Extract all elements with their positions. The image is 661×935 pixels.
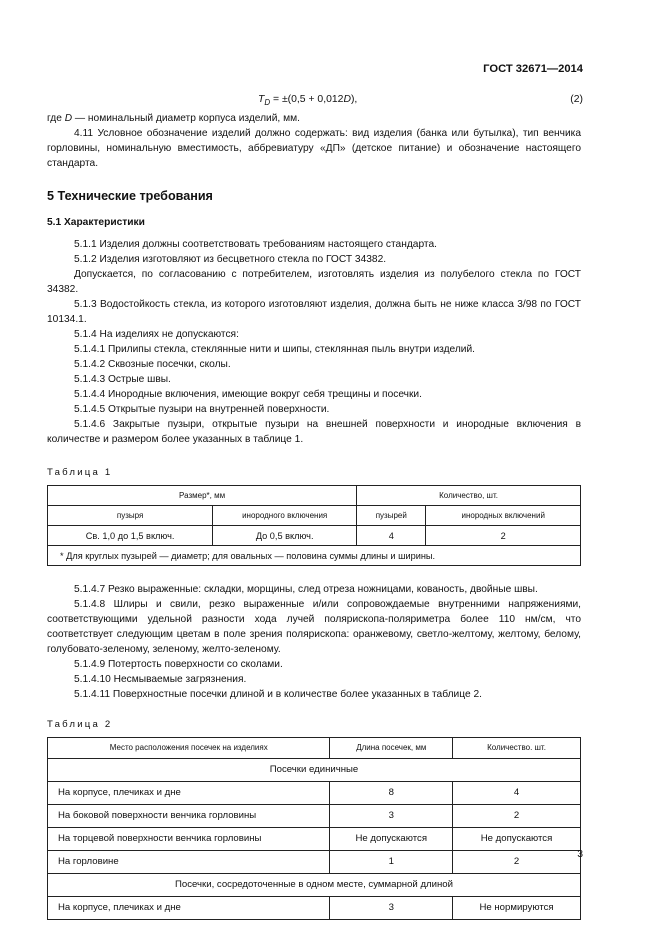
table2-cell-place: На торцевой поверхности венчика горловины bbox=[48, 828, 330, 851]
para-5-1-4-11: 5.1.4.11 Поверхностные посечки длиной и в количестве более указанных в таблице 2. bbox=[74, 689, 482, 700]
table-row bbox=[48, 897, 581, 920]
formula-sub: D bbox=[264, 98, 271, 108]
table2-cell-quantity: Не допускаются bbox=[453, 828, 581, 851]
table2-cell-length: 8 bbox=[330, 782, 453, 805]
para-5-1-4-4: 5.1.4.4 Инородные включения, имеющие вокруг себя трещины и посечки. bbox=[74, 389, 422, 400]
table2-cell-quantity: Не нормируются bbox=[453, 897, 581, 920]
para-where-a: где bbox=[47, 113, 65, 124]
table1-header-bubble: пузыря bbox=[48, 506, 213, 526]
table2-cell-quantity: 2 bbox=[453, 805, 581, 828]
para-where-c: — номинальный диаметр корпуса изделий, мм. bbox=[72, 113, 300, 124]
table2-cell-place: На корпусе, плечиках и дне bbox=[48, 782, 330, 805]
para-4-11: 4.11 Условное обозначение изделий должно содержать: вид изделия (банка или бутылка), тип венчика горловины, номинальную вместимость, аббревиатуру «ДП» (детское питание) и обозначение настоящего стандарта. bbox=[47, 128, 581, 169]
table1-header-inclusions: инородных включений bbox=[426, 506, 581, 526]
formula-lhs: T bbox=[258, 94, 265, 105]
table1-cell-bubble-count: 4 bbox=[357, 526, 426, 546]
para-5-1-4-7: 5.1.4.7 Резко выраженные: складки, морщины, след отреза ножницами, кованость, двойные швы. bbox=[74, 584, 538, 595]
table1-cell-inclusion-size: До 0,5 включ. bbox=[213, 526, 357, 546]
para-where bbox=[47, 111, 581, 126]
table2-header-place: Место расположения посечек на изделиях bbox=[48, 738, 330, 759]
para-5-1-4-9: 5.1.4.9 Потертость поверхности со сколами. bbox=[74, 659, 283, 670]
para-5-1-4-10: 5.1.4.10 Несмываемые загрязнения. bbox=[74, 674, 247, 685]
table2-group-concentrated: Посечки, сосредоточенные в одном месте, суммарной длиной bbox=[48, 874, 581, 897]
para-5-1-4-6: 5.1.4.6 Закрытые пузыри, открытые пузыри на внешней поверхности и инородные включения в количестве и размером более указанных в таблице 1. bbox=[47, 419, 581, 445]
para-5-1-4-5: 5.1.4.5 Открытые пузыри на внутренней поверхности. bbox=[74, 404, 330, 415]
para-5-1-4-2: 5.1.4.2 Сквозные посечки, сколы. bbox=[74, 359, 231, 370]
table2-cell-place: На корпусе, плечиках и дне bbox=[48, 897, 330, 920]
table2-cell-quantity: 4 bbox=[453, 782, 581, 805]
table1-header-bubbles: пузырей bbox=[357, 506, 426, 526]
document-body bbox=[47, 111, 581, 920]
table1-caption: Таблица 1 bbox=[47, 467, 113, 478]
table2-cell-length: Не допускаются bbox=[330, 828, 453, 851]
para-where-var: D bbox=[64, 113, 73, 124]
table2-cell-length: 3 bbox=[330, 897, 453, 920]
table2-header-quantity: Количество. шт. bbox=[453, 738, 581, 759]
para-allow: Допускается, по согласованию с потребителем, изготовлять изделия из полубелого стекла по ГОСТ 34382. bbox=[47, 269, 581, 295]
table-1 bbox=[47, 485, 581, 566]
para-5-1-4-1: 5.1.4.1 Прилипы стекла, стеклянные нити и шипы, стеклянная пыль внутри изделий. bbox=[74, 344, 476, 355]
para-5-1-4-8: 5.1.4.8 Шлиры и свили, резко выраженные и/или сопровождаемые внутренними напряжениями, соответствующими удельной разности хода лучей полярископа-поляриметра более 110 нм/см, что соответствует следующим цветам в поле зрения полярископа: оранжевому, светло-желтому, желтому, белому, голубовато-зеленому, зеленому, желто-зеленому. bbox=[47, 599, 581, 655]
table2-cell-place: На боковой поверхности венчика горловины bbox=[48, 805, 330, 828]
table1-header-count: Количество, шт. bbox=[357, 486, 581, 506]
section-title: 5 Технические требования bbox=[47, 189, 213, 203]
table2-group-single: Посечки единичные bbox=[48, 759, 581, 782]
para-5-1-3: 5.1.3 Водостойкость стекла, из которого изготовляют изделия, должна быть не ниже класса 3/98 по ГОСТ 10134.1. bbox=[47, 299, 581, 325]
table1-cell-inclusion-count: 2 bbox=[426, 526, 581, 546]
formula-number: (2) bbox=[570, 94, 583, 105]
formula-var: D bbox=[343, 94, 351, 105]
table-row bbox=[48, 828, 581, 851]
subsection-title: 5.1 Характеристики bbox=[47, 217, 145, 228]
table2-cell-place: На горловине bbox=[48, 851, 330, 874]
document-number-header: ГОСТ 32671—2014 bbox=[483, 63, 583, 75]
table1-header-inclusion: инородного включения bbox=[213, 506, 357, 526]
para-5-1-4: 5.1.4 На изделиях не допускаются: bbox=[74, 329, 239, 340]
table1-header-size: Размер*, мм bbox=[48, 486, 357, 506]
table-row bbox=[48, 851, 581, 874]
para-5-1-1: 5.1.1 Изделия должны соответствовать требованиям настоящего стандарта. bbox=[74, 239, 437, 250]
table1-footnote: * Для круглых пузырей — диаметр; для овальных — половина суммы длины и ширины. bbox=[48, 546, 581, 566]
table2-header-length: Длина посечек, мм bbox=[330, 738, 453, 759]
table2-caption: Таблица 2 bbox=[47, 719, 113, 730]
table1-cell-bubble-size: Св. 1,0 до 1,5 включ. bbox=[48, 526, 213, 546]
formula-rhs: = ±(0,5 + 0,012 bbox=[270, 94, 344, 105]
para-5-1-4-3: 5.1.4.3 Острые швы. bbox=[74, 374, 171, 385]
table2-cell-length: 3 bbox=[330, 805, 453, 828]
formula-expression bbox=[258, 94, 357, 107]
table-row bbox=[48, 782, 581, 805]
table-row bbox=[48, 805, 581, 828]
table2-cell-quantity: 2 bbox=[453, 851, 581, 874]
formula-close: ), bbox=[350, 94, 358, 105]
table2-cell-length: 1 bbox=[330, 851, 453, 874]
para-5-1-2: 5.1.2 Изделия изготовляют из бесцветного стекла по ГОСТ 34382. bbox=[74, 254, 387, 265]
table-2 bbox=[47, 737, 581, 920]
page-number: 3 bbox=[577, 849, 583, 860]
